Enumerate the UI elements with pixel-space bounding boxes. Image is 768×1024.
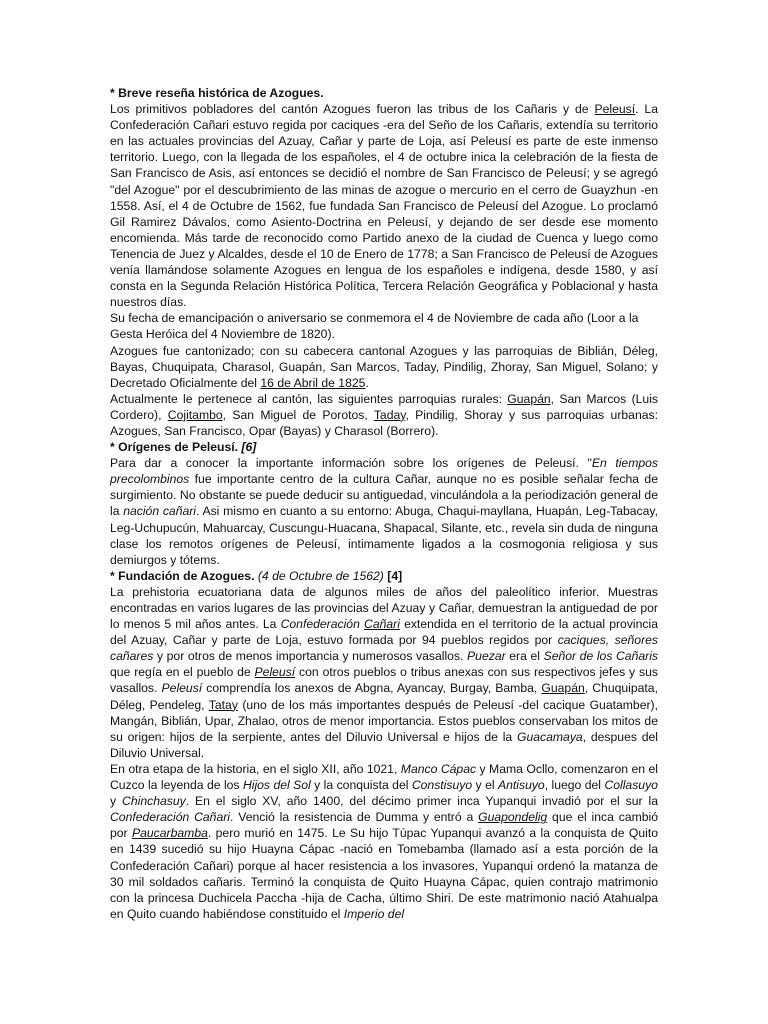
paragraph: Actualmente le pertenece al cantón, las siguientes parroquias rurales: Guapán, San Marcos (Luis Cordero), Cojitambo, San Miguel de Porotos, Taday, Pindilig, Shoray y sus parroquias urbanas: Azogues, San Francisco, Opar (Bayas) y Charasol (Borrero).: [110, 391, 658, 438]
paragraph: La prehistoria ecuatoriana data de algunos miles de años del paleolítico inferior. Muestras encontradas en varios lugares de las provincias del Azuay y Cañar, demuestran la antiguedad de por lo menos 5 mil años antes. La Confederación Cañari extendida en el territorio de la actual provincia del Azuay, Cañar y parte de Loja, estuvo formada por 94 pueblos regidos por caciques, señores cañares y por otros de menos importancia y numerosos vasallos. Puezar era el Señor de los Cañaris que regía en el pueblo de Peleusí con otros pueblos o tribus anexas con sus respectivos jefes y sus vasallos. Peleusí comprendía los anexos de Abgna, Ayancay, Burgay, Bamba, Guapán, Chuquipata, Déleg, Pendeleg, Tatay (uno de los más importantes después de Peleusí -del cacique Guatamber), Mangán, Biblián, Upar, Zhalao, otros de menor importancia. Estos pueblos conservaban los mitos de su origen: hijos de la serpiente, antes del Diluvio Universal e hijos de la Guacamaya, despues del Diluvio Universal.: [110, 584, 659, 760]
document-body: [110, 85, 658, 922]
paragraph: Para dar a conocer la importante información sobre los orígenes de Peleusí. "En tiempos precolombinos fue importante centro de la cultura Cañar, aunque no es posible señalar fecha de surgimiento. No obstante se puede deducir su antiguedad, vinculándola a la periodización general de la nación cañari. Asi mismo en cuanto a su entorno: Abuga, Chaqui-mayllana, Huapán, Leg-Tabacay, Leg-Uchupucún, Mahuarcay, Cuscungu-Huacana, Shapacal, Silante, etc., revela sin duda de ninguna clase los remotos orígenes de Peleusí, intimamente ligados a la cosmogonia religiosa y sus demiurgos y tótems.: [110, 456, 659, 567]
section-heading-fundacion: * Fundación de Azogues. (4 de Octubre de 1562) [4]: [110, 568, 403, 583]
paragraph: En otra etapa de la historia, en el siglo XII, año 1021, Manco Cápac y Mama Ocllo, comenzaron en el Cuzco la leyenda de los Hijos del Sol y la conquista del Constisuyo y el Antisuyo, luego del Collasuyo y Chinchasuy. En el siglo XV, año 1400, del décimo primer inca Yupanqui invadió por el sur la Confederación Cañari. Venció la resistencia de Dumma y entró a Guapondelig que el inca cambió por Paucarbamba. pero murió en 1475. Le Su hijo Túpac Yupanqui avanzó a la conquista de Quito en 1439 sucedió su hijo Huayna Cápac -nació en Tomebamba (llamado así a esta porción de la Confederación Cañari) porque al hacer resistencia a los invasores, Yupanqui ordenó la matanza de 30 mil soldados cañaris. Terminó la conquista de Quito Huayna Cápac, quien contrajo matrimonio con la princesa Duchicela Paccha -hija de Cacha, último Shiri. De este matrimonio nació Atahualpa en Quito cuando habiéndose constituido el Imperio del: [110, 761, 659, 921]
paragraph: Los primitivos pobladores del cantón Azogues fueron las tribus de los Cañaris y de Peleusí. La Confederación Cañari estuvo regida por caciques -era del Seño de los Cañaris, extendía su territorio en las actuales provincias del Azuay, Cañar y parte de Loja, así Peleusí es parte de este inmenso territorio. Luego, con la llegada de los españoles, el 4 de octubre inica la celebración de la fiesta de San Francisco de Asis, así entonces se decidió el nombre de San Francisco de Peleusí; y se agregó "del Azogue" por el descubrimiento de las minas de azogue o mercurio en el cerro de Guayzhun -en 1558. Así, el 4 de Octubre de 1562, fue fundada San Francisco de Peleusí del Azogue. Lo proclamó Gil Ramirez Dávalos, como Asiento-Doctrina en Peleusí, y dejando de ser desde ese momento encomienda. Más tarde de reconocido como Partido anexo de la ciudad de Cuenca y luego como Tenencia de Juez y Alcaldes, desde el 10 de Enero de 1778; a San Francisco de Peleusí de Azogues venía llamándose solamente Azogues en lengua de los españoles e indígena, desde 1580, y así consta en la Segunda Relación Histórica Política, Tercera Relación Geográfica y Poblacional y hasta nuestros días.: [110, 102, 658, 310]
section-heading-origenes: * Orígenes de Peleusí. [6]: [110, 440, 257, 455]
section-heading-breve-resena: * Breve reseña histórica de Azogues.: [110, 86, 324, 100]
paragraph: Azogues fue cantonizado; con su cabecera cantonal Azogues y las parroquias de Biblián, Déleg, Bayas, Chuquipata, Charasol, Guapán, San Marcos, Taday, Pindilig, Zhoray, San Miguel, Solano; y Decretado Oficialmente del 16 de Abril de 1825.: [110, 343, 658, 390]
paragraph: Su fecha de emancipación o aniversario se conmemora el 4 de Noviembre de cada año (Loor a la Gesta Heróica del 4 Noviembre de 1820).: [110, 311, 639, 342]
